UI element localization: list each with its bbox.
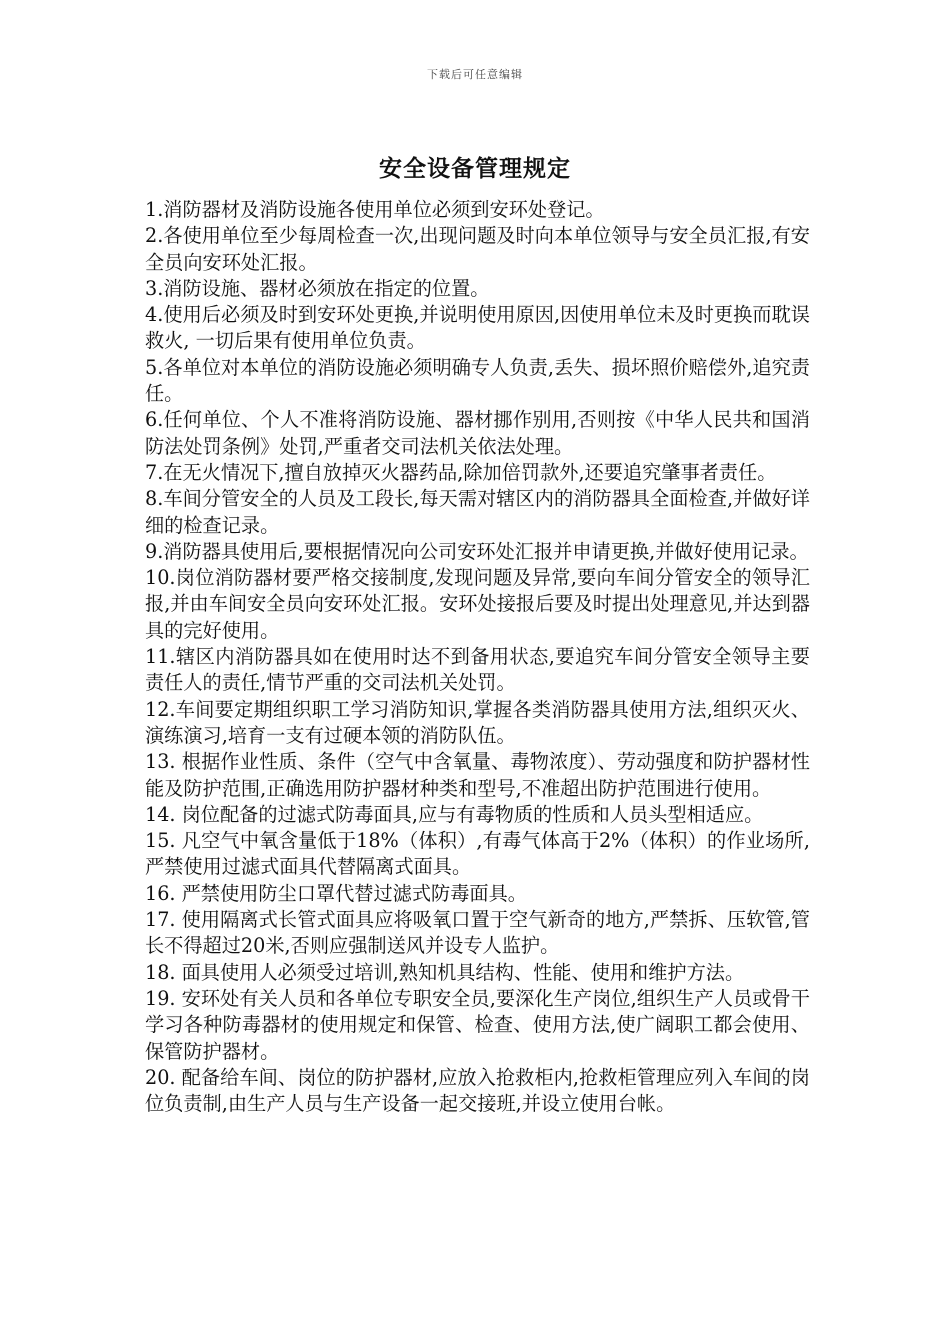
document-title: 安全设备管理规定 <box>379 155 571 182</box>
rule-item-5: 5.各单位对本单位的消防设施必须明确专人负责,丢失、损坏照价赔偿外,追究责任。 <box>145 355 810 406</box>
rule-item-9: 9.消防器具使用后,要根据情况向公司安环处汇报并申请更换,并做好使用记录。 <box>145 539 809 563</box>
rules-list <box>145 197 810 1117</box>
rule-item-11: 11.辖区内消防器具如在使用时达不到备用状态,要追究车间分管安全领导主要责任人的责任,情节严重的交司法机关处罚。 <box>145 645 810 695</box>
rule-item-18: 18. 面具使用人必须受过培训,熟知机具结构、性能、使用和维护方法。 <box>145 960 745 984</box>
rule-item-16: 16. 严禁使用防尘口罩代替过滤式防毒面具。 <box>145 881 527 905</box>
rule-item-15: 15. 凡空气中氧含量低于18%（体积）,有毒气体高于2%（体积）的作业场所,严禁使用过滤式面具代替隔离式面具。 <box>145 829 810 879</box>
rule-item-20: 20. 配备给车间、岗位的防护器材,应放入抢救柜内,抢救柜管理应列入车间的岗位负责制,由生产人员与生产设备一起交接班,并设立使用台帐。 <box>145 1065 810 1116</box>
rule-item-7: 7.在无火情况下,擅自放掉灭火器药品,除加倍罚款外,还要追究肇事者责任。 <box>145 460 777 484</box>
rule-item-12: 12.车间要定期组织职工学习消防知识,掌握各类消防器具使用方法,组织灭火、演练演习,培育一支有过硬本领的消防队伍。 <box>145 697 810 747</box>
rule-item-3: 3.消防设施、器材必须放在指定的位置。 <box>145 276 490 300</box>
rule-item-4: 4.使用后必须及时到安环处更换,并说明使用原因,因使用单位未及时更换而耽误救火, 一切后果有使用单位负责。 <box>145 303 810 353</box>
rule-item-6: 6.任何单位、个人不准将消防设施、器材挪作别用,否则按《中华人民共和国消防法处罚条例》处罚,严重者交司法机关依法处理。 <box>145 408 810 458</box>
rule-item-2: 2.各使用单位至少每周检查一次,出现问题及时向本单位领导与安全员汇报,有安全员向安环处汇报。 <box>145 224 810 274</box>
rule-item-19: 19. 安环处有关人员和各单位专职安全员,要深化生产岗位,组织生产人员或骨干学习各种防毒器材的使用规定和保管、检查、使用方法,使广阔职工都会使用、保管防护器材。 <box>145 986 810 1063</box>
rule-item-10: 10.岗位消防器材要严格交接制度,发现问题及异常,要向车间分管安全的领导汇报,并由车间安全员向安环处汇报。安环处接报后要及时提出处理意见,并达到器具的完好使用。 <box>145 566 810 642</box>
rule-item-17: 17. 使用隔离式长管式面具应将吸氧口置于空气新奇的地方,严禁拆、压软管,管长不得超过20米,否则应强制送风并设专人监护。 <box>145 908 810 958</box>
rule-item-8: 8.车间分管安全的人员及工段长,每天需对辖区内的消防器具全面检查,并做好详细的检查记录。 <box>145 487 810 537</box>
rule-item-1: 1.消防器材及消防设施各使用单位必须到安环处登记。 <box>145 198 605 221</box>
header-note: 下载后可任意编辑 <box>427 68 523 81</box>
rule-item-13: 13. 根据作业性质、条件（空气中含氧量、毒物浓度）、劳动强度和防护器材性能及防护范围,正确选用防护器材种类和型号,不准超出防护范围进行使用。 <box>145 750 810 800</box>
rule-item-14: 14. 岗位配备的过滤式防毒面具,应与有毒物质的性质和人员头型相适应。 <box>145 802 764 826</box>
